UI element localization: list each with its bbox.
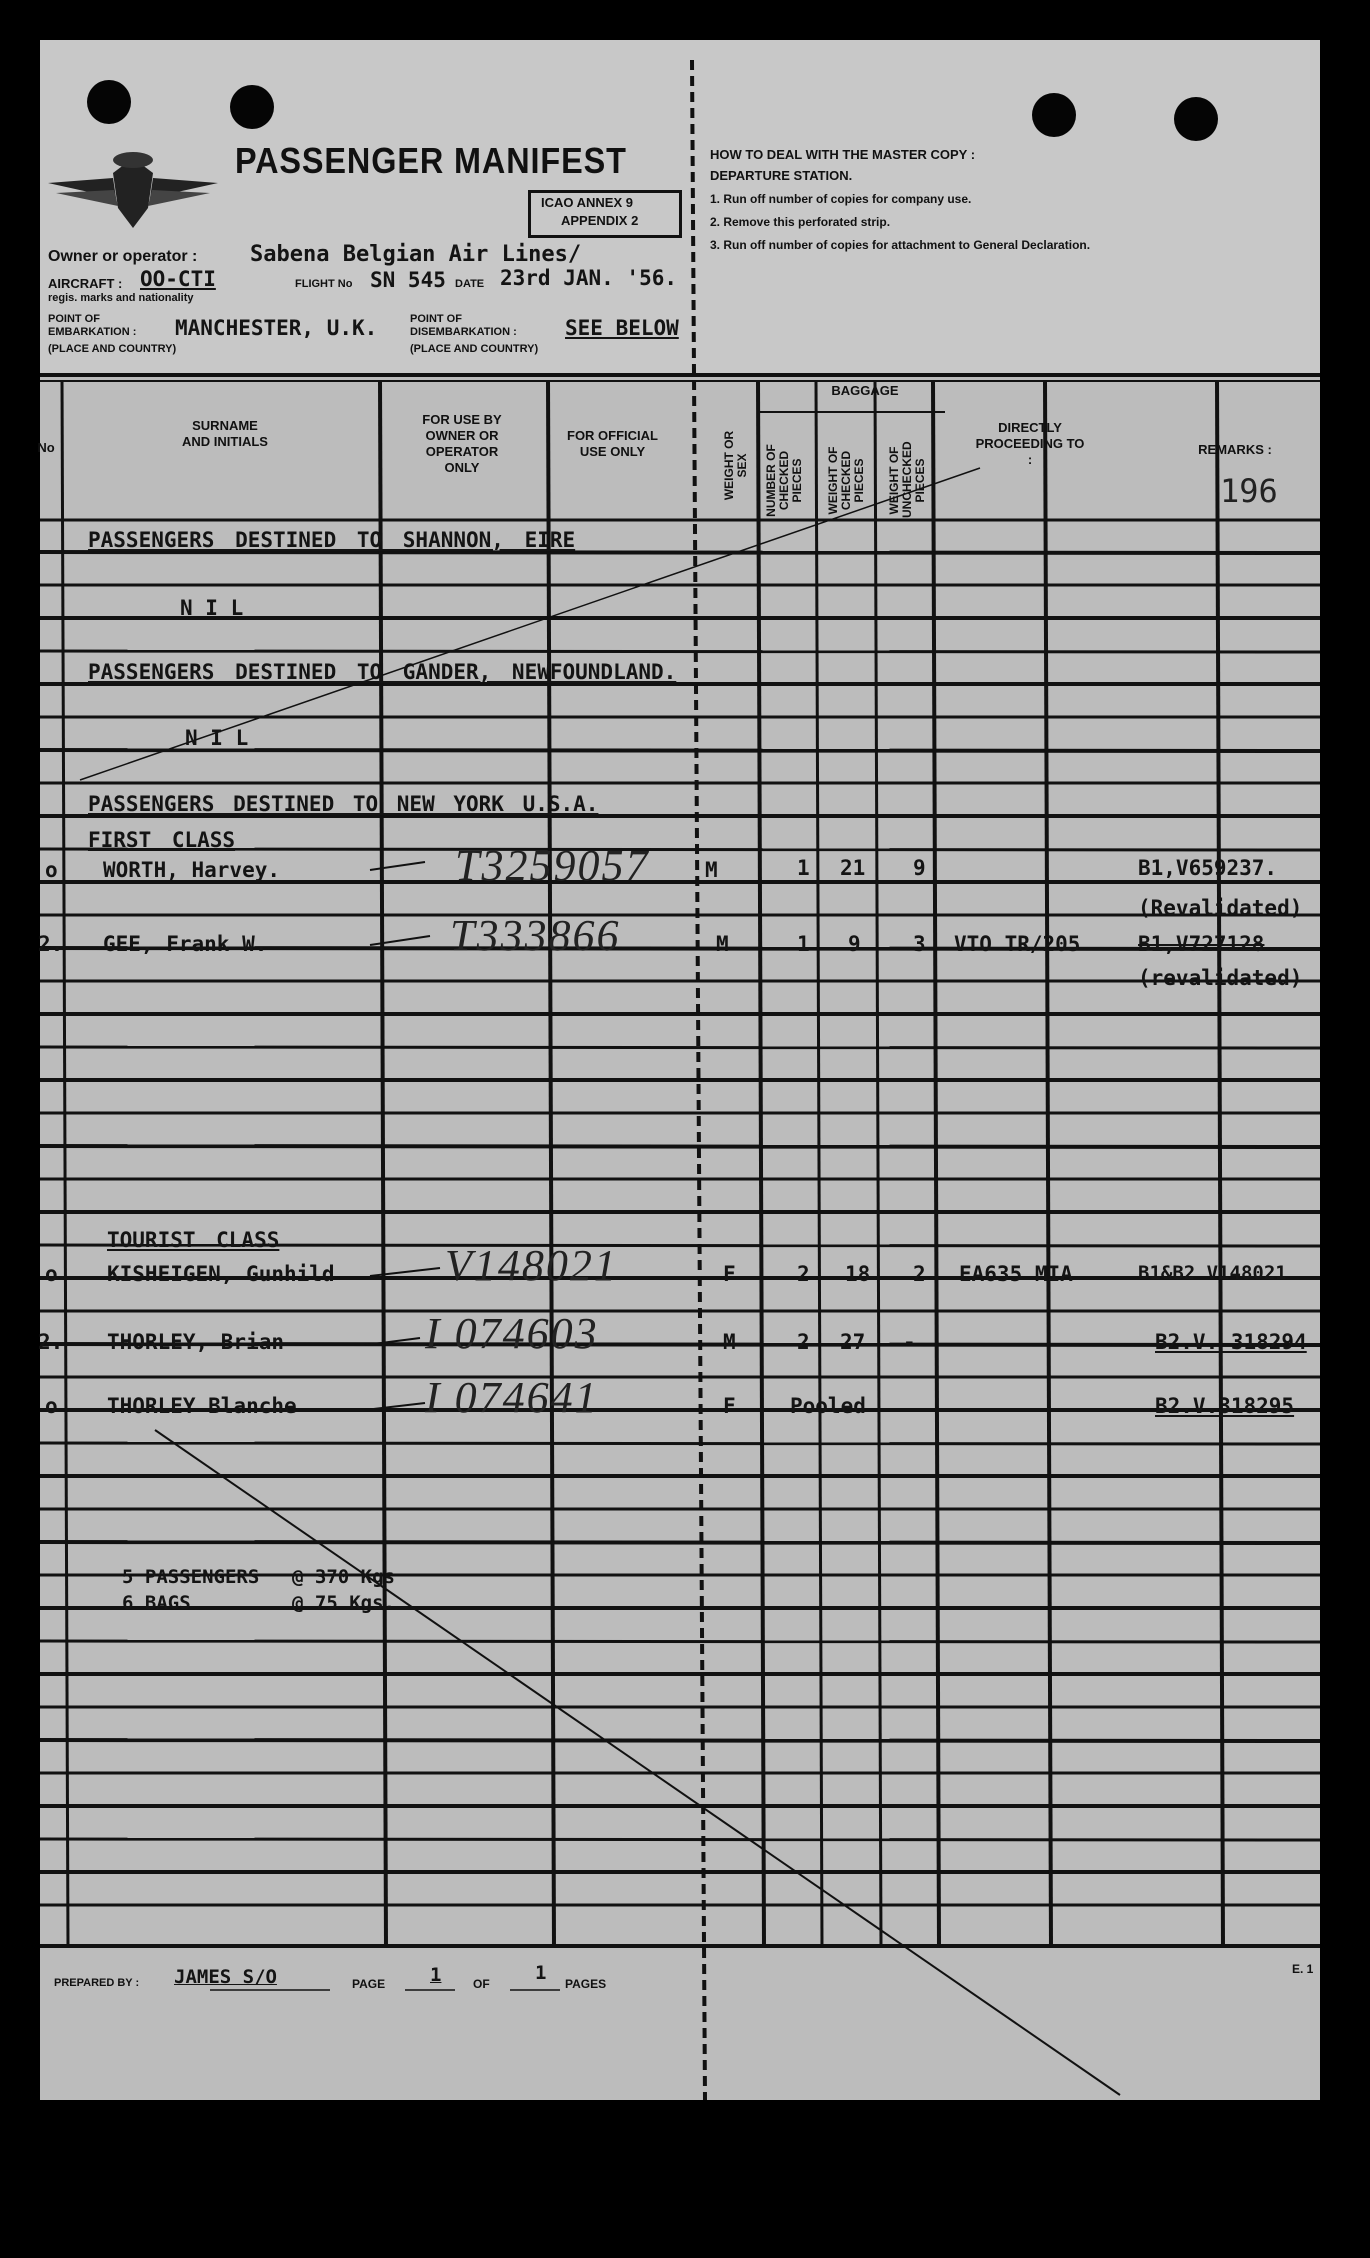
pen-stroke [370, 936, 430, 945]
nil-shannon: N I L [180, 596, 244, 620]
row-number: 2. [38, 932, 64, 956]
column-header-owner-use: FOR USE BY OWNER OR OPERATOR ONLY [422, 412, 502, 475]
flight-label: FLIGHT No [295, 278, 353, 290]
aircraft-label: AIRCRAFT : [48, 276, 123, 291]
total-bags-value: @ 75 Kgs. [292, 1592, 395, 1614]
row-rule [40, 1146, 1320, 1147]
icao-annex-label: ICAO ANNEX 9 [541, 195, 633, 210]
passenger-name: KISHEIGEN, Gunhild [107, 1262, 335, 1286]
column-header-baggage: BAGGAGE [831, 383, 899, 398]
disembark-sub: (PLACE AND COUNTRY) [410, 343, 539, 355]
instruction-item: 3. Run off number of copies for attachment to General Declaration. [710, 238, 1091, 252]
row-number: o [45, 1394, 58, 1418]
row-rule [40, 750, 1320, 751]
unchecked-weight: - [903, 1330, 916, 1354]
row-rule [40, 651, 1320, 652]
corner-mark: E. 1 [1292, 1962, 1314, 1976]
owner-use-entry: V148021 [445, 1241, 618, 1290]
row-rule [40, 1740, 1320, 1741]
checked-pieces: 2 [797, 1330, 810, 1354]
pen-stroke [370, 862, 425, 870]
of-label: OF [473, 1977, 490, 1991]
aircraft-value: OO-CTI [140, 267, 216, 291]
remarks-entry: B2.V.318295 [1155, 1394, 1295, 1418]
pen-stroke [370, 1268, 440, 1276]
pages-label: PAGES [565, 1977, 607, 1991]
date-value: 23rd JAN. '56. [500, 266, 678, 290]
section-shannon: PASSENGERS DESTINED TO SHANNON, EIRE [88, 528, 576, 552]
cross-out-line [155, 1430, 1120, 2095]
total-bags-label: 6 BAGS [122, 1592, 191, 1614]
page-number: 196 [1220, 472, 1278, 510]
row-rule [40, 1542, 1320, 1543]
row-rule [40, 1839, 1320, 1840]
aircraft-sub: regis. marks and nationality [48, 292, 194, 304]
proceeding-entry: VTO TR/205 [954, 932, 1081, 956]
weight-sex: F [723, 1262, 736, 1286]
instruction-item: 2. Remove this perforated strip. [710, 215, 891, 229]
page-label: PAGE [352, 1977, 386, 1991]
embark-sub: (PLACE AND COUNTRY) [48, 343, 177, 355]
passenger-name: WORTH, Harvey. [103, 858, 281, 882]
row-number: o [45, 858, 58, 882]
icao-appendix-label: APPENDIX 2 [561, 213, 639, 228]
embark-label: POINT OF EMBARKATION : [48, 313, 137, 338]
column-header-weight-checked: WEIGHT OF CHECKED PIECES [826, 446, 866, 515]
section-newyork: PASSENGERS DESTINED TO NEW YORK U.S.A. [88, 792, 599, 816]
weight-sex: M [705, 858, 718, 882]
instructions-title: HOW TO DEAL WITH THE MASTER COPY : [710, 147, 976, 162]
row-number: o [45, 1262, 58, 1286]
checked-weight: 9 [848, 932, 861, 956]
of-value: 1 [535, 1962, 547, 1984]
row-rule [40, 1641, 1320, 1642]
owner-use-entry: I 074641 [425, 1373, 599, 1422]
column-header-no: No [37, 440, 55, 455]
tourist-class-label: TOURIST CLASS [107, 1228, 280, 1252]
unchecked-weight: 3 [913, 932, 926, 956]
total-passengers-label: 5 PASSENGERS [122, 1566, 260, 1588]
remarks-entry: B1&B2 V148021 [1138, 1262, 1287, 1284]
owner-use-entry: I 074603 [425, 1309, 599, 1358]
owner-use-entry: T333866 [450, 911, 621, 960]
embark-value: MANCHESTER, U.K. [175, 316, 378, 340]
flight-value: SN 545 [370, 268, 446, 292]
row-rule [40, 552, 1320, 553]
passenger-name: THORLEY, Brian [107, 1330, 285, 1354]
row-number: 2. [38, 1330, 64, 1354]
column-header-num-pieces: NUMBER OF CHECKED PIECES [764, 444, 804, 517]
owner-use-entry: T3259057 [455, 841, 650, 890]
form-title: PASSENGER MANIFEST [235, 140, 627, 181]
checked-weight: 21 [840, 856, 866, 880]
owner-value: Sabena Belgian Air Lines/ [250, 242, 582, 267]
page-value: 1 [430, 1964, 442, 1986]
date-label: DATE [455, 278, 485, 290]
weight-sex: M [723, 1330, 736, 1354]
proceeding-entry: EA635 MIA [959, 1262, 1073, 1286]
prepared-by-label: PREPARED BY : [54, 1977, 140, 1989]
passenger-name: THORLEY Blanche [107, 1394, 297, 1418]
checked-pieces: 2 [797, 1262, 810, 1286]
instructions-station: DEPARTURE STATION. [710, 168, 853, 183]
column-header-official-use: FOR OFFICIAL USE ONLY [567, 428, 658, 459]
nil-gander: N I L [185, 726, 249, 750]
remarks-note: (Revalidated) [1138, 896, 1303, 920]
checked-pieces: Pooled [790, 1394, 866, 1418]
remarks-entry: B1,V659237. [1138, 856, 1278, 880]
weight-sex: M [716, 932, 729, 956]
disembark-label: POINT OF DISEMBARKATION : [410, 313, 517, 338]
column-header-weight-sex: WEIGHT OR SEX [722, 430, 749, 501]
column-header-weight-unchecked: WEIGHT OF UNCHECKED PIECES [887, 441, 927, 518]
unchecked-weight: 2 [913, 1262, 926, 1286]
weight-sex: F [723, 1394, 736, 1418]
manifest-sheet [37, 40, 1320, 2100]
checked-pieces: 1 [797, 856, 810, 880]
unchecked-weight: 9 [913, 856, 926, 880]
icao-box [528, 190, 682, 238]
ruled-grid [40, 40, 1320, 2100]
row-rule [40, 1443, 1320, 1444]
column-header-surname: SURNAME AND INITIALS [182, 418, 268, 449]
column-header-proceeding: DIRECTLY PROCEEDING TO : [975, 420, 1085, 467]
owner-label: Owner or operator : [48, 248, 198, 265]
checked-weight: 27 [840, 1330, 866, 1354]
prepared-by-value: JAMES S/O [174, 1966, 277, 1988]
row-rule [40, 1047, 1320, 1048]
disembark-value: SEE BELOW [565, 316, 679, 340]
column-header-remarks: REMARKS : [1198, 442, 1272, 457]
instruction-item: 1. Run off number of copies for company use. [710, 192, 972, 206]
sabena-logo-icon [48, 148, 218, 248]
remarks-entry: B2.V. 318294 [1155, 1330, 1307, 1354]
section-gander: PASSENGERS DESTINED TO GANDER, NEWFOUNDLAND. [88, 660, 677, 684]
checked-pieces: 1 [797, 932, 810, 956]
remarks-note: (revalidated) [1138, 966, 1303, 990]
passenger-name: GEE, Frank W. [103, 932, 268, 956]
first-class-label: FIRST CLASS [88, 828, 236, 852]
total-passengers-value: @ 370 Kgs [292, 1566, 395, 1588]
remarks-entry: B1,V727128 [1138, 932, 1265, 956]
checked-weight: 18 [845, 1262, 871, 1286]
